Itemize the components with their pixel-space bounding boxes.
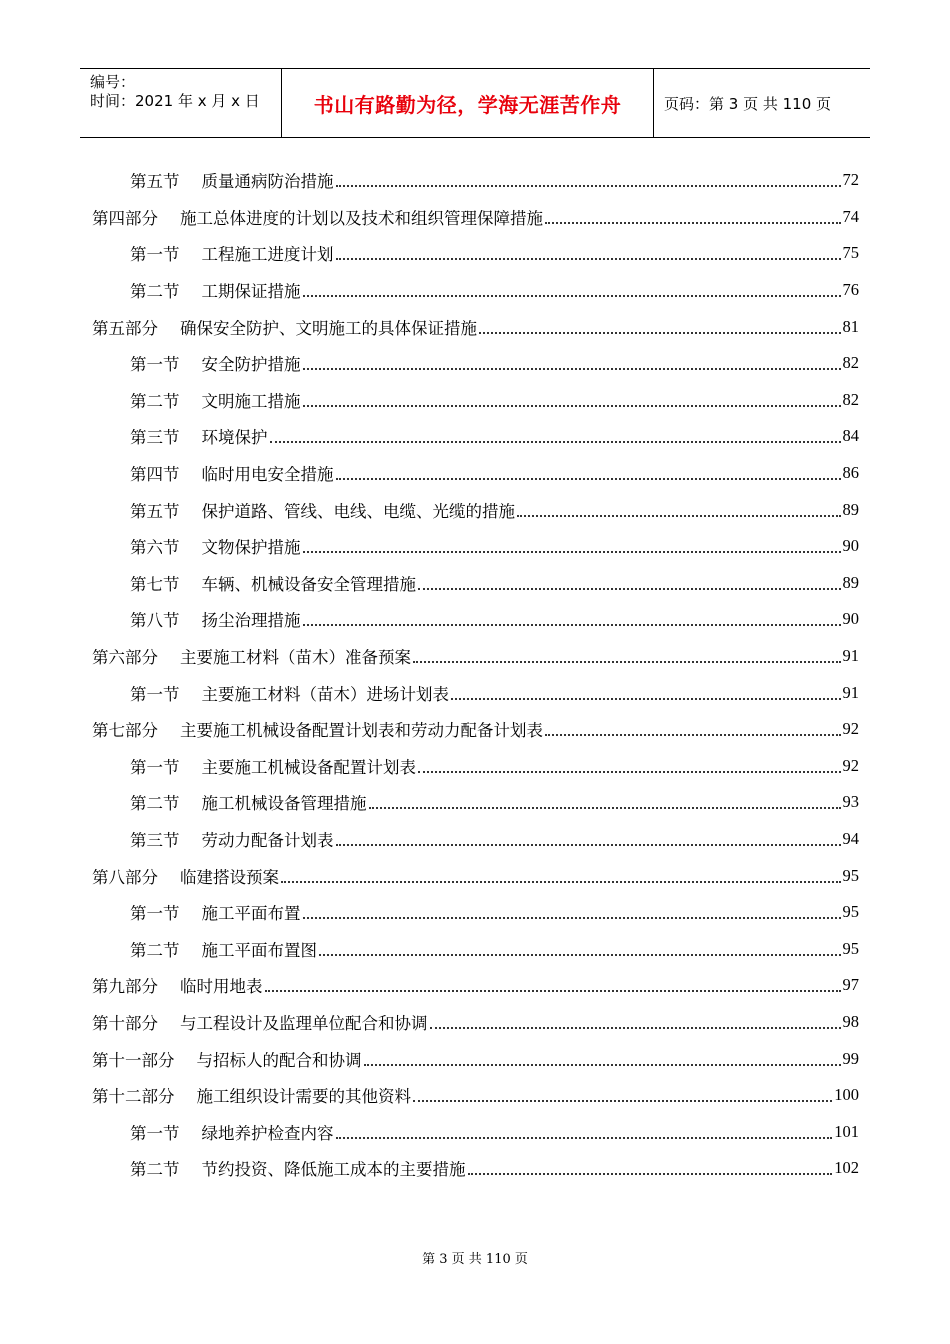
toc-section-entry[interactable] [92, 491, 859, 528]
toc-entry-title: 环境保护 [201, 428, 268, 448]
toc-section-entry[interactable] [92, 748, 859, 785]
toc-entry-label [92, 1083, 411, 1107]
document-date-label: 时间：2021 年 x 月 x 日 [90, 92, 260, 110]
toc-entry-page: 99 [842, 1048, 859, 1068]
toc-entry-label [130, 937, 317, 961]
toc-entry-title: 安全防护措施 [201, 355, 301, 375]
toc-entry-number: 第一节 [130, 355, 180, 375]
toc-dot-leader [545, 222, 841, 224]
toc-entry-title: 临时用地表 [180, 977, 263, 997]
toc-dot-leader [418, 588, 841, 590]
toc-entry-title: 施工平面布置图 [201, 940, 317, 960]
toc-dot-leader [270, 441, 841, 443]
toc-entry-title: 工程施工进度计划 [201, 245, 334, 265]
toc-section-entry[interactable] [92, 1113, 859, 1150]
toc-part-entry[interactable] [92, 1077, 859, 1114]
toc-entry-title: 施工组织设计需要的其他资料 [196, 1087, 411, 1107]
toc-dot-leader [303, 368, 841, 370]
toc-entry-title: 工期保证措施 [201, 282, 301, 302]
toc-entry-title: 质量通病防治措施 [201, 172, 334, 192]
toc-entry-number: 第十一部分 [92, 1050, 175, 1070]
toc-dot-leader [413, 1100, 832, 1102]
toc-entry-number: 第二节 [130, 282, 180, 302]
toc-section-entry[interactable] [92, 235, 859, 272]
toc-dot-leader [413, 661, 841, 663]
table-of-contents [92, 162, 859, 1187]
toc-entry-number: 第七节 [130, 574, 180, 594]
toc-dot-leader [545, 734, 841, 736]
toc-entry-title: 节约投资、降低施工成本的主要措施 [201, 1160, 466, 1180]
toc-section-entry[interactable] [92, 601, 859, 638]
toc-entry-number: 第四节 [130, 465, 180, 485]
toc-entry-title: 主要施工机械设备配置计划表和劳动力配备计划表 [180, 721, 543, 741]
toc-entry-page: 72 [842, 170, 859, 190]
toc-dot-leader [451, 698, 841, 700]
toc-entry-title: 与工程设计及监理单位配合和协调 [180, 1013, 428, 1033]
toc-section-entry[interactable] [92, 1150, 859, 1187]
toc-entry-page: 91 [842, 646, 859, 666]
toc-entry-page: 95 [842, 938, 859, 958]
toc-entry-number: 第二节 [130, 1160, 180, 1180]
toc-part-entry[interactable] [92, 199, 859, 236]
toc-entry-title: 施工平面布置 [201, 904, 301, 924]
toc-entry-title: 临建搭设预案 [180, 867, 279, 887]
toc-entry-number: 第三节 [130, 830, 180, 850]
toc-entry-title: 扬尘治理措施 [201, 611, 301, 631]
toc-part-entry[interactable] [92, 711, 859, 748]
toc-entry-label [92, 717, 543, 741]
toc-entry-label [130, 571, 416, 595]
toc-entry-label [130, 790, 367, 814]
toc-entry-page: 76 [842, 280, 859, 300]
toc-entry-page: 82 [842, 353, 859, 373]
toc-entry-label [130, 1156, 466, 1180]
toc-section-entry[interactable] [92, 821, 859, 858]
toc-section-entry[interactable] [92, 382, 859, 419]
toc-entry-label [130, 241, 334, 265]
toc-entry-number: 第七部分 [92, 721, 158, 741]
toc-entry-number: 第五节 [130, 501, 180, 521]
toc-entry-number: 第八节 [130, 611, 180, 631]
toc-entry-number: 第一节 [130, 245, 180, 265]
toc-dot-leader [430, 1027, 841, 1029]
toc-section-entry[interactable] [92, 674, 859, 711]
header-motto: 书山有路勤为径，学海无涯苦作舟 [313, 92, 622, 117]
toc-entry-title: 文明施工措施 [201, 391, 301, 411]
toc-part-entry[interactable] [92, 1040, 859, 1077]
toc-entry-number: 第九部分 [92, 977, 158, 997]
toc-entry-page: 101 [834, 1121, 859, 1141]
toc-entry-label [130, 754, 416, 778]
toc-entry-number: 第一节 [130, 757, 180, 777]
toc-dot-leader [265, 990, 841, 992]
toc-section-entry[interactable] [92, 930, 859, 967]
toc-entry-page: 92 [842, 755, 859, 775]
toc-entry-page: 97 [842, 975, 859, 995]
toc-dot-leader [364, 1064, 841, 1066]
toc-entry-number: 第三节 [130, 428, 180, 448]
toc-entry-page: 89 [842, 572, 859, 592]
toc-entry-label [92, 1047, 362, 1071]
toc-part-entry[interactable] [92, 638, 859, 675]
toc-entry-page: 91 [842, 682, 859, 702]
toc-entry-title: 车辆、机械设备安全管理措施 [201, 574, 416, 594]
toc-entry-title: 主要施工材料（苗木）进场计划表 [201, 684, 449, 704]
toc-section-entry[interactable] [92, 565, 859, 602]
toc-entry-title: 主要施工材料（苗木）准备预案 [180, 648, 411, 668]
toc-dot-leader [517, 515, 841, 517]
toc-section-entry[interactable] [92, 784, 859, 821]
toc-dot-leader [336, 185, 841, 187]
toc-entry-number: 第二节 [130, 940, 180, 960]
toc-part-entry[interactable] [92, 967, 859, 1004]
toc-entry-page: 100 [834, 1085, 859, 1105]
toc-part-entry[interactable] [92, 308, 859, 345]
toc-section-entry[interactable] [92, 418, 859, 455]
toc-entry-label [130, 1120, 334, 1144]
toc-entry-label [92, 864, 279, 888]
toc-entry-title: 确保安全防护、文明施工的具体保证措施 [180, 318, 477, 338]
toc-entry-title: 保护道路、管线、电线、电缆、光缆的措施 [201, 501, 515, 521]
toc-entry-page: 95 [842, 865, 859, 885]
toc-dot-leader [303, 551, 841, 553]
toc-entry-number: 第六节 [130, 538, 180, 558]
toc-entry-label [92, 973, 263, 997]
toc-entry-page: 102 [834, 1158, 859, 1178]
toc-dot-leader [369, 807, 841, 809]
toc-entry-label [130, 681, 449, 705]
toc-entry-number: 第五节 [130, 172, 180, 192]
toc-entry-label [130, 827, 334, 851]
toc-entry-page: 84 [842, 426, 859, 446]
toc-entry-page: 90 [842, 609, 859, 629]
toc-dot-leader [281, 881, 841, 883]
toc-entry-label [130, 278, 301, 302]
toc-entry-page: 82 [842, 389, 859, 409]
toc-entry-page: 92 [842, 719, 859, 739]
toc-entry-title: 主要施工机械设备配置计划表 [201, 757, 416, 777]
toc-section-entry[interactable] [92, 345, 859, 382]
toc-entry-number: 第一节 [130, 684, 180, 704]
header-page-number: 页码：第 3 页 共 110 页 [664, 94, 832, 113]
toc-entry-page: 98 [842, 1011, 859, 1031]
footer-page-number: 第 3 页 共 110 页 [422, 1252, 528, 1267]
toc-entry-title: 文物保护措施 [201, 538, 301, 558]
toc-dot-leader [303, 405, 841, 407]
toc-dot-leader [303, 624, 841, 626]
toc-entry-label [130, 498, 515, 522]
toc-entry-label [130, 534, 301, 558]
toc-entry-number: 第四部分 [92, 208, 158, 228]
toc-entry-page: 93 [842, 792, 859, 812]
page-footer [0, 1248, 950, 1267]
toc-dot-leader [336, 258, 841, 260]
toc-entry-page: 89 [842, 499, 859, 519]
toc-entry-page: 94 [842, 828, 859, 848]
toc-entry-number: 第十二部分 [92, 1087, 175, 1107]
toc-entry-label [92, 644, 411, 668]
toc-entry-label [92, 1010, 428, 1034]
toc-entry-number: 第一节 [130, 904, 180, 924]
toc-entry-label [130, 424, 268, 448]
toc-entry-number: 第一节 [130, 1123, 180, 1143]
toc-dot-leader [418, 771, 841, 773]
toc-section-entry[interactable] [92, 162, 859, 199]
document-header [80, 68, 870, 138]
document-number-label: 编号： [90, 73, 136, 91]
toc-section-entry[interactable] [92, 272, 859, 309]
toc-dot-leader [336, 478, 841, 480]
toc-entry-page: 81 [842, 316, 859, 336]
toc-section-entry[interactable] [92, 894, 859, 931]
toc-dot-leader [303, 295, 841, 297]
toc-dot-leader [468, 1173, 833, 1175]
toc-entry-number: 第十部分 [92, 1013, 158, 1033]
toc-entry-label [92, 205, 543, 229]
toc-entry-page: 75 [842, 243, 859, 263]
toc-entry-page: 86 [842, 463, 859, 483]
toc-dot-leader [336, 844, 841, 846]
toc-entry-title: 施工总体进度的计划以及技术和组织管理保障措施 [180, 208, 543, 228]
toc-section-entry[interactable] [92, 455, 859, 492]
toc-entry-label [130, 900, 301, 924]
header-motto-cell [282, 69, 654, 137]
toc-entry-label [130, 607, 301, 631]
toc-entry-page: 95 [842, 902, 859, 922]
toc-entry-title: 临时用电安全措施 [201, 465, 334, 485]
toc-entry-title: 劳动力配备计划表 [201, 830, 334, 850]
header-page-cell [654, 69, 870, 137]
toc-dot-leader [479, 332, 841, 334]
toc-part-entry[interactable] [92, 1004, 859, 1041]
toc-entry-number: 第六部分 [92, 648, 158, 668]
toc-part-entry[interactable] [92, 857, 859, 894]
toc-entry-label [92, 315, 477, 339]
toc-entry-number: 第二节 [130, 794, 180, 814]
toc-dot-leader [319, 954, 841, 956]
toc-entry-title: 绿地养护检查内容 [201, 1123, 334, 1143]
toc-dot-leader [303, 917, 841, 919]
toc-entry-label [130, 168, 334, 192]
toc-entry-number: 第八部分 [92, 867, 158, 887]
header-meta-cell [80, 69, 282, 137]
toc-entry-title: 施工机械设备管理措施 [201, 794, 367, 814]
toc-entry-number: 第二节 [130, 391, 180, 411]
toc-entry-label [130, 388, 301, 412]
toc-entry-page: 90 [842, 536, 859, 556]
toc-entry-label [130, 351, 301, 375]
toc-entry-label [130, 461, 334, 485]
toc-entry-page: 74 [842, 206, 859, 226]
toc-dot-leader [336, 1137, 833, 1139]
toc-entry-number: 第五部分 [92, 318, 158, 338]
toc-entry-title: 与招标人的配合和协调 [196, 1050, 362, 1070]
toc-section-entry[interactable] [92, 528, 859, 565]
